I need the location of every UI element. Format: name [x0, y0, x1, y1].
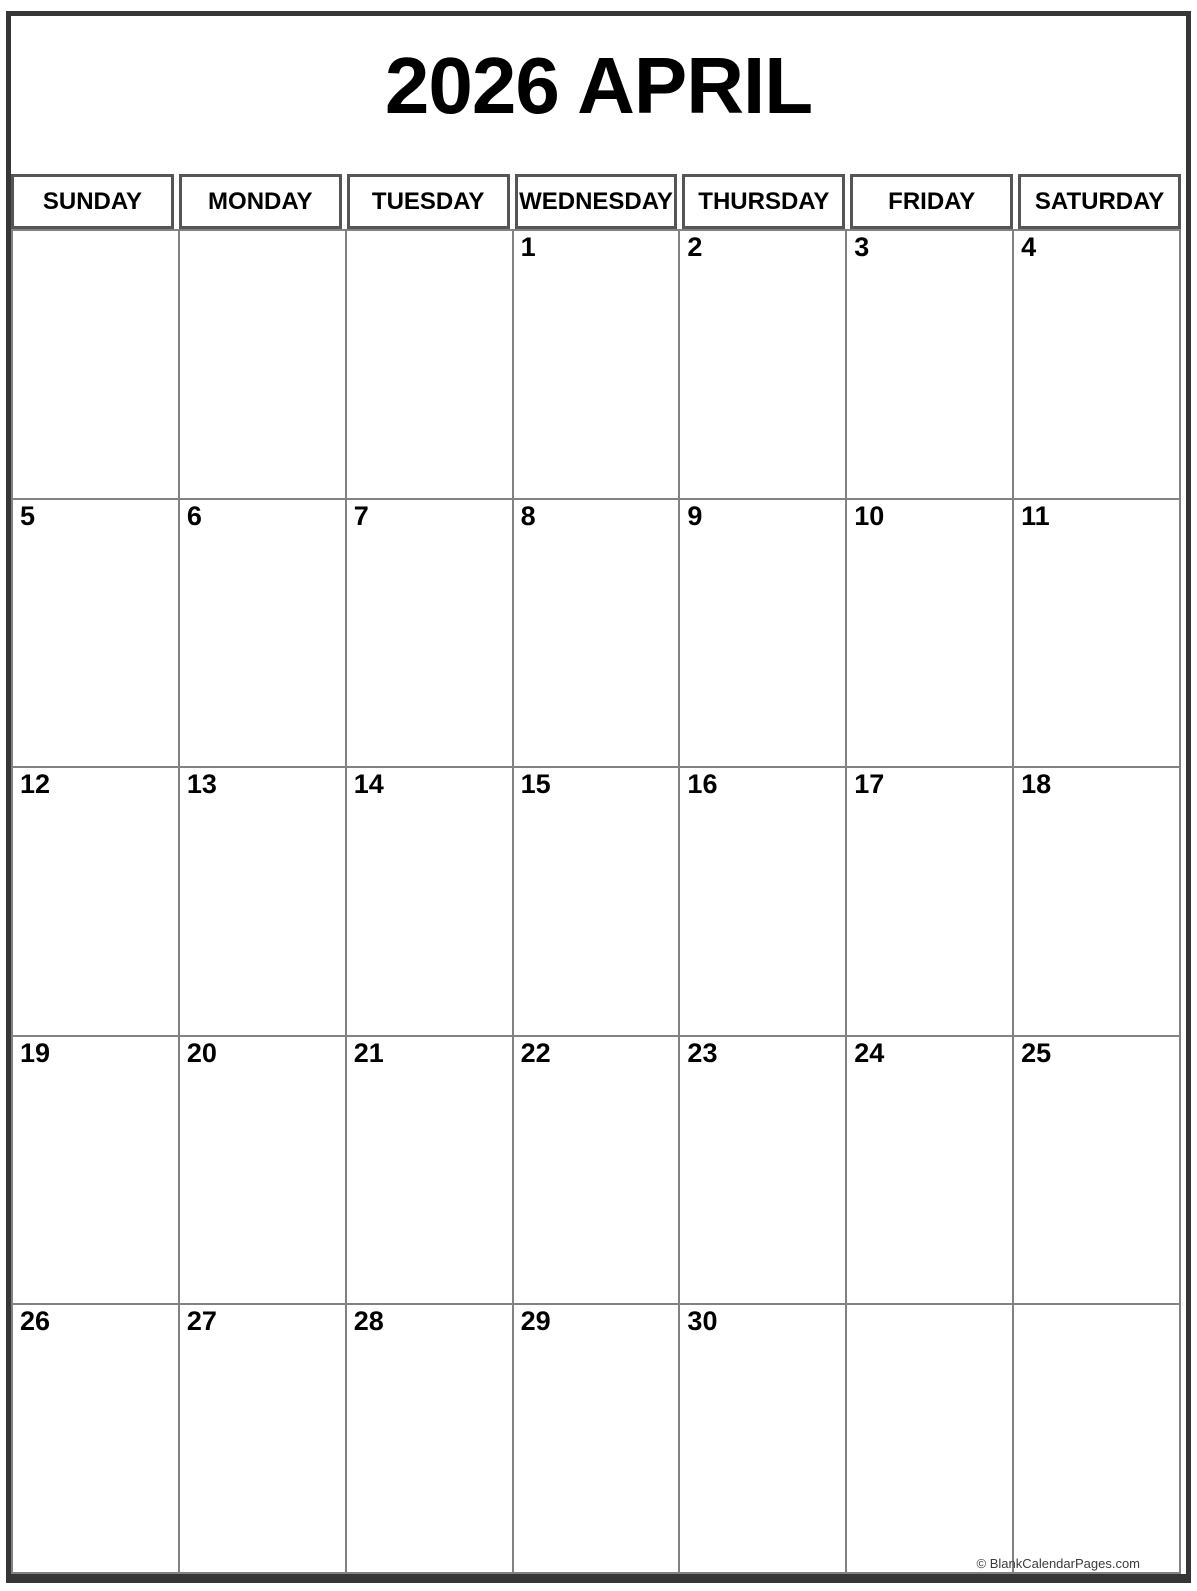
- weekday-header-monday: MONDAY: [179, 174, 342, 229]
- day-cell: [514, 1305, 679, 1572]
- day-number: 25: [1021, 1037, 1052, 1068]
- day-cell: [847, 768, 1012, 1035]
- day-cell: [1014, 231, 1179, 498]
- day-number: 26: [20, 1306, 51, 1337]
- day-cell: [180, 231, 345, 498]
- copyright-attribution: © BlankCalendarPages.com: [976, 1556, 1140, 1571]
- day-cell: [514, 500, 679, 767]
- day-number: 15: [520, 769, 551, 800]
- day-cell: [847, 1305, 1012, 1572]
- day-cell: [1014, 500, 1179, 767]
- day-number: 8: [520, 500, 536, 531]
- day-number: 4: [1021, 232, 1037, 262]
- day-cell: [13, 231, 178, 498]
- day-number: 28: [353, 1306, 384, 1337]
- day-number: 24: [854, 1037, 885, 1068]
- day-number: 5: [20, 500, 36, 531]
- calendar-grid: [11, 229, 1181, 1574]
- day-cell: [347, 231, 512, 498]
- day-number: 6: [186, 500, 202, 531]
- day-cell: [347, 500, 512, 767]
- day-number: 1: [520, 232, 536, 262]
- day-cell: [847, 231, 1012, 498]
- day-cell: [680, 231, 845, 498]
- day-cell: [347, 768, 512, 1035]
- day-number: 19: [20, 1037, 51, 1068]
- day-cell: [180, 500, 345, 767]
- day-number: 18: [1021, 769, 1052, 800]
- weekday-header-saturday: SATURDAY: [1018, 174, 1181, 229]
- day-cell: [13, 1305, 178, 1572]
- day-cell: [347, 1305, 512, 1572]
- weekday-header-friday: FRIDAY: [850, 174, 1013, 229]
- day-cell: [1014, 768, 1179, 1035]
- weekday-header-thursday: THURSDAY: [682, 174, 845, 229]
- weekday-header-sunday: SUNDAY: [11, 174, 174, 229]
- day-number: 22: [520, 1037, 551, 1068]
- day-number: 21: [353, 1037, 384, 1068]
- day-cell: [347, 1037, 512, 1304]
- day-number: [13, 231, 178, 233]
- day-number: 10: [854, 500, 885, 531]
- day-number: [347, 231, 512, 233]
- day-number: 16: [687, 769, 718, 800]
- day-cell: [680, 1037, 845, 1304]
- day-cell: [680, 500, 845, 767]
- day-number: 7: [353, 500, 369, 531]
- day-number: 17: [854, 769, 885, 800]
- calendar-title: 2026 APRIL: [384, 41, 813, 130]
- day-number: 30: [687, 1306, 718, 1337]
- day-cell: [13, 500, 178, 767]
- day-number: 23: [687, 1037, 718, 1068]
- day-number: 20: [186, 1037, 217, 1068]
- calendar-frame: [6, 11, 1191, 1583]
- day-number: 13: [186, 769, 217, 800]
- day-number: 29: [520, 1306, 551, 1337]
- day-number: 3: [854, 232, 870, 262]
- day-cell: [180, 1305, 345, 1572]
- weekday-header-wednesday: WEDNESDAY: [515, 174, 678, 229]
- day-cell: [180, 768, 345, 1035]
- day-cell: [847, 1037, 1012, 1304]
- day-cell: [1014, 1305, 1179, 1572]
- day-cell: [1014, 1037, 1179, 1304]
- day-number: [1014, 1305, 1179, 1307]
- day-cell: [680, 768, 845, 1035]
- day-number: 27: [186, 1306, 217, 1337]
- day-number: [847, 1305, 1012, 1307]
- day-number: 9: [687, 500, 703, 531]
- day-cell: [514, 1037, 679, 1304]
- day-cell: [514, 231, 679, 498]
- day-number: 14: [353, 769, 384, 800]
- day-cell: [13, 1037, 178, 1304]
- day-number: [180, 231, 345, 233]
- weekday-header-tuesday: TUESDAY: [347, 174, 510, 229]
- day-cell: [13, 768, 178, 1035]
- day-cell: [680, 1305, 845, 1572]
- weekday-header-row: [11, 174, 1181, 229]
- day-number: 11: [1021, 500, 1050, 531]
- day-cell: [180, 1037, 345, 1304]
- day-cell: [847, 500, 1012, 767]
- day-number: 12: [20, 769, 51, 800]
- day-cell: [514, 768, 679, 1035]
- day-number: 2: [687, 232, 703, 262]
